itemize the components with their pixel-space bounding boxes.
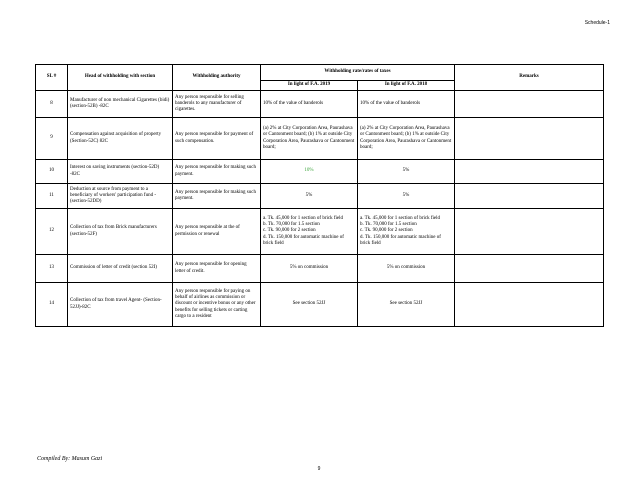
head-cell: Collection of tax from travel Agent- (Section-52JJ)-82C — [68, 283, 173, 327]
header-head-of-withholding: Head of withholding with section — [68, 65, 173, 91]
authority-cell: Any person responsible for making such payment. — [173, 184, 261, 209]
fa2018-cell — [358, 209, 455, 255]
authority-cell: Any person responsible for opening letter of credit. — [173, 255, 261, 283]
fa2019-cell — [261, 209, 358, 255]
head-cell: Interest on saving instruments (section-52D) -82C — [68, 160, 173, 184]
header-remarks: Remarks — [455, 65, 604, 91]
rate-line: b. Tk. 70,000 for 1.5 section — [263, 222, 320, 228]
fa2018-cell: 5% — [358, 160, 455, 184]
rate-line: a. Tk. 45,000 for 1 section of brick field — [263, 215, 344, 221]
rate-line: d. Tk. 150,000 for automatic machine of brick field — [263, 234, 344, 246]
fa2019-cell: 5% on commission — [261, 255, 358, 283]
sl-cell: 9 — [36, 118, 68, 160]
rate-line: a. Tk. 45,000 for 1 section of brick field — [360, 215, 441, 221]
sl-cell: 13 — [36, 255, 68, 283]
fa2019-cell: (a) 2% at City Corporation Area, Paurashava or Cantonment board; (b) 1% at outside City Corporation Area, Paurashava or Cantonment board; — [261, 118, 358, 160]
head-cell: Manufacturer of non mechanical Cigarettes (bidi) (section-52B) -82C — [68, 91, 173, 118]
header-sl: SL # — [36, 65, 68, 91]
fa2019-cell: See section 52JJ — [261, 283, 358, 327]
sl-cell: 12 — [36, 209, 68, 255]
remarks-cell — [455, 184, 604, 209]
withholding-tax-table — [35, 64, 604, 327]
remarks-cell — [455, 255, 604, 283]
header-fa-2018: In light of F.A. 2018 — [358, 81, 455, 91]
fa2019-cell: 10% of the value of banderols — [261, 91, 358, 118]
table-row — [36, 184, 604, 209]
remarks-cell — [455, 118, 604, 160]
table-row — [36, 209, 604, 255]
authority-cell: Any person responsible for making such payment. — [173, 160, 261, 184]
head-cell: Compensation against acquisition of property (Section-52C) 82C — [68, 118, 173, 160]
authority-cell: Any person responsible for paying on behalf of airlines as commission or discount or incentive bonus or any other benefits for selling tickets or carting cargo to a resident — [173, 283, 261, 327]
header-fa-2019: In light of F.A. 2019 — [261, 81, 358, 91]
fa2019-cell: 5% — [261, 184, 358, 209]
rate-line: c. Tk. 90,000 for 2 section — [263, 228, 316, 234]
authority-cell: Any person responsible for payment of such compensation. — [173, 118, 261, 160]
sl-cell: 14 — [36, 283, 68, 327]
fa2018-cell: 5% on commission — [358, 255, 455, 283]
header-withholding-rates: Withholding rate/rates of taxes — [261, 65, 455, 81]
remarks-cell — [455, 283, 604, 327]
fa2018-cell: 10% of the value of banderols — [358, 91, 455, 118]
sl-cell: 11 — [36, 184, 68, 209]
sl-cell: 10 — [36, 160, 68, 184]
fa2018-cell: 5% — [358, 184, 455, 209]
table-row — [36, 91, 604, 118]
table-row — [36, 283, 604, 327]
rate-line: d. Tk. 150,000 for automatic machine of brick field — [360, 234, 441, 246]
schedule-label: Schedule-1 — [584, 20, 610, 26]
remarks-cell — [455, 91, 604, 118]
table-row — [36, 118, 604, 160]
fa2018-cell: See section 52JJ — [358, 283, 455, 327]
page-number: 9 — [317, 466, 321, 472]
authority-cell: Any person responsible for selling banderols to any manufacturer of cigarettes. — [173, 91, 261, 118]
fa2018-cell: (a) 2% at City Corporation Area, Paurashava or Cantonment board; (b) 1% at outside City Corporation Area, Paurashava or Cantonment board; — [358, 118, 455, 160]
authority-cell: Any person responsible at the of permission or renewal — [173, 209, 261, 255]
head-cell: Deduction at source from payment to a beneficiary of workers' participation fund - (section-52DD) — [68, 184, 173, 209]
rate-line: c. Tk. 90,000 for 2 section — [360, 228, 413, 234]
head-cell: Collection of tax from Brick manufacturers (section-52F) — [68, 209, 173, 255]
compiled-by: Compiled By: Masum Gazi — [37, 456, 103, 462]
sl-cell: 8 — [36, 91, 68, 118]
fa2019-cell: 10% — [261, 160, 358, 184]
head-cell: Commission of letter of credit (section 52I) — [68, 255, 173, 283]
table-row — [36, 255, 604, 283]
table-row — [36, 160, 604, 184]
remarks-cell — [455, 209, 604, 255]
remarks-cell — [455, 160, 604, 184]
header-withholding-authority: Withholding authority — [173, 65, 261, 91]
rate-line: b. Tk. 70,000 for 1.5 section — [360, 222, 417, 228]
